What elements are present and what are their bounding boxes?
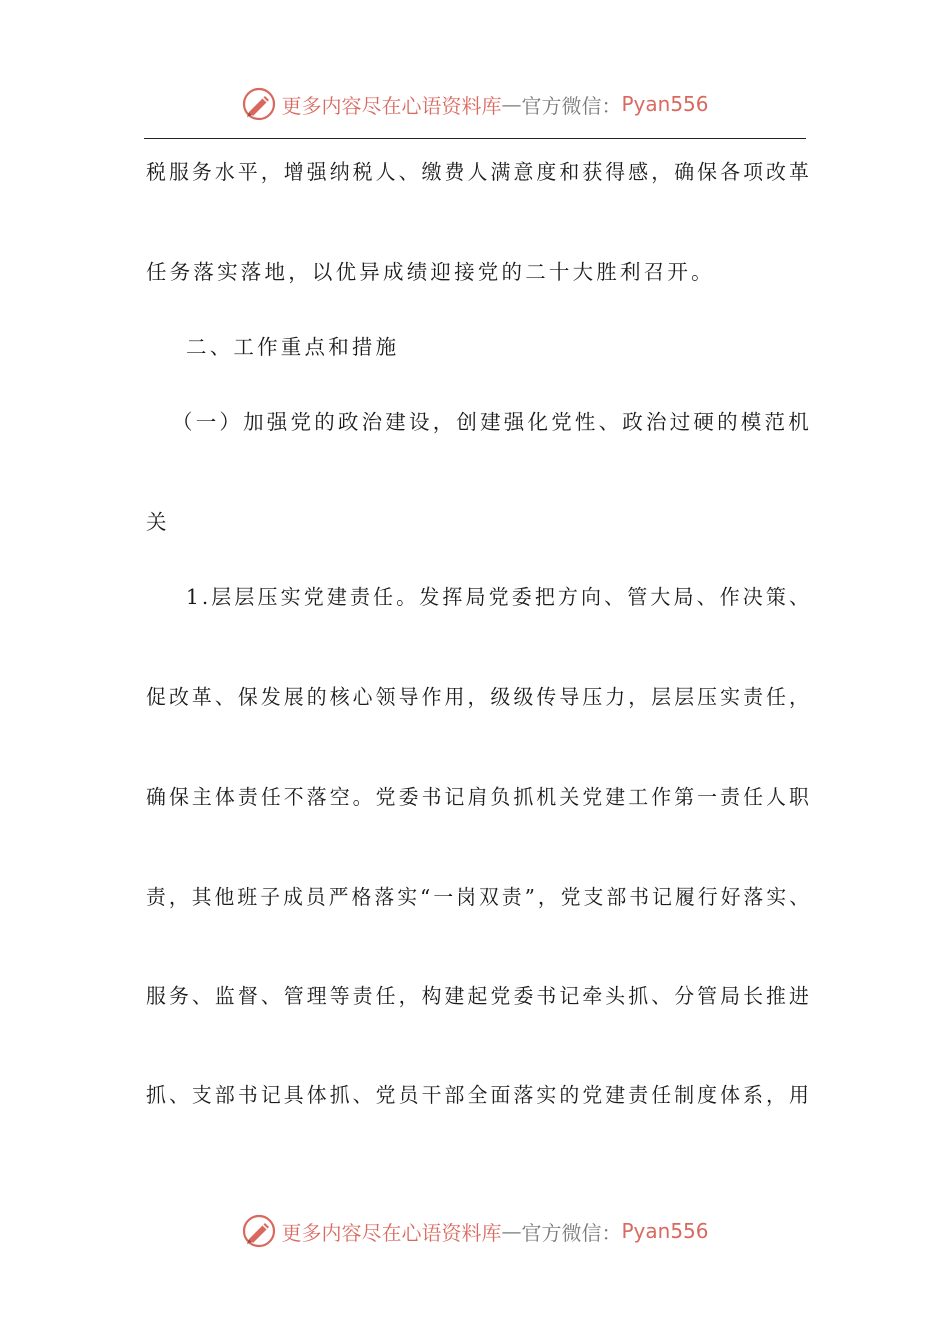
header-banner (0, 84, 950, 124)
banner-separator: — (501, 1219, 522, 1243)
text-line-7: 促改革、保发展的核心领导作用，级级传导压力，层层压实责任， (146, 685, 813, 709)
subsection-heading: （一）加强党的政治建设，创建强化党性、政治过硬的模范机 (172, 410, 812, 434)
text-line-10: 服务、监督、管理等责任，构建起党委书记牵头抓、分管局长推进 (146, 984, 813, 1008)
banner-site-text: 更多内容尽在心语资料库 (281, 93, 502, 118)
pen-logo-icon (241, 1213, 277, 1249)
text-line-8: 确保主体责任不落空。党委书记肩负抓机关党建工作第一责任人职 (146, 785, 813, 809)
header-divider (144, 138, 806, 139)
banner-site-text: 更多内容尽在心语资料库 (281, 1220, 502, 1245)
subsection-heading-cont: 关 (146, 510, 170, 534)
text-line-11: 抓、支部书记具体抓、党员干部全面落实的党建责任制度体系，用 (146, 1083, 813, 1107)
text-line-9: 责，其他班子成员严格落实“一岗双责”，党支部书记履行好落实、 (146, 885, 813, 909)
banner-wechat-id: Pyan556 (621, 92, 709, 116)
banner-wechat-label: 官方微信： (521, 93, 622, 118)
text-line-2: 任务落实落地，以优异成绩迎接党的二十大胜利召开。 (146, 260, 715, 284)
text-line-1: 税服务水平，增强纳税人、缴费人满意度和获得感，确保各项改革 (146, 160, 813, 184)
banner-separator: — (501, 92, 522, 116)
text-line-item-1: 1.层层压实党建责任。发挥局党委把方向、管大局、作决策、 (186, 585, 813, 609)
footer-banner (0, 1211, 950, 1251)
section-heading: 二、工作重点和措施 (186, 335, 400, 359)
banner-wechat-label: 官方微信： (521, 1220, 622, 1245)
banner-wechat-id: Pyan556 (621, 1219, 709, 1243)
pen-logo-icon (241, 86, 277, 122)
